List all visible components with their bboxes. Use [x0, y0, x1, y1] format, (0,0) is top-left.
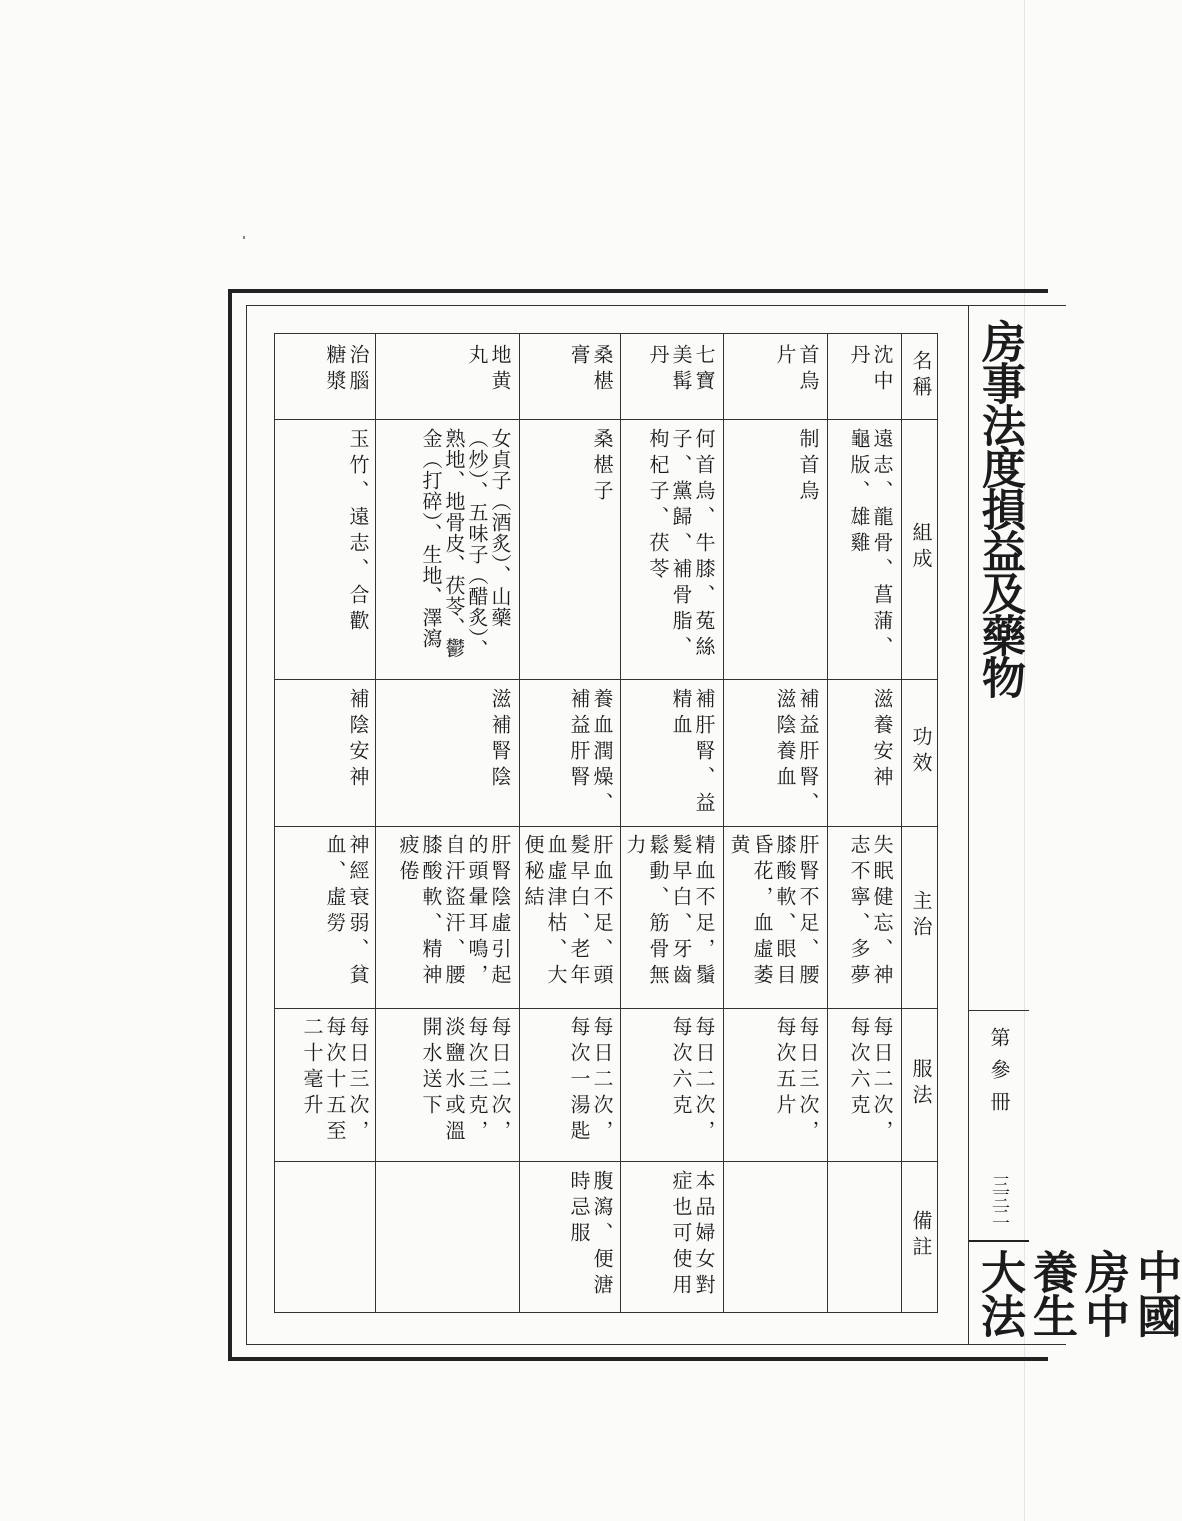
cell-usage: 每日二次，每次一湯匙	[567, 1016, 614, 1146]
cell-name: 治腦糖漿	[323, 344, 370, 396]
column-divider	[519, 334, 520, 1312]
cell-efficacy: 補益肝腎、滋陰養血	[773, 688, 820, 818]
cell-name: 沈中丹	[847, 344, 894, 396]
cell-efficacy: 養血潤燥、補益肝腎	[567, 688, 614, 818]
field-divider	[275, 679, 937, 680]
column-divider	[375, 334, 376, 1312]
cell-usage: 每日二次，每次六克	[847, 1016, 894, 1146]
field-divider	[275, 1008, 937, 1009]
cell-efficacy: 滋補腎陰	[488, 688, 512, 792]
cell-composition: 遠志、龍骨、菖蒲、龜版、雄雞	[847, 428, 894, 662]
cell-composition: 玉竹、遠志、合歡	[346, 428, 370, 636]
column-divider	[723, 334, 724, 1312]
cell-indication: 肝腎不足、腰膝酸軟、眼目昏花，血虛萎黄	[727, 834, 820, 990]
cell-notes	[733, 1170, 819, 1310]
header-usage: 服法	[909, 1058, 933, 1110]
cell-notes	[837, 1170, 893, 1310]
cell-notes: 腹瀉、便溏時忌服	[567, 1170, 614, 1300]
header-name: 名稱	[909, 350, 933, 402]
column-divider	[827, 334, 828, 1312]
medicine-table	[274, 333, 938, 1313]
cell-name: 首烏片	[773, 344, 820, 396]
cell-indication: 失眠健忘、神志不寧、多夢	[847, 834, 894, 990]
title-divider-bold	[969, 1240, 1029, 1242]
cell-notes	[385, 1170, 511, 1310]
header-notes: 備註	[909, 1210, 933, 1262]
column-divider	[901, 334, 902, 1312]
column-divider	[620, 334, 621, 1312]
cell-usage: 每日二次，每次三克，淡鹽水或溫開水送下	[419, 1016, 512, 1146]
chapter-subtitle: 房事法度損益及藥物	[974, 319, 1025, 697]
page-number: 三三二	[989, 1175, 1010, 1223]
header-indication: 主治	[909, 890, 933, 942]
cell-notes: 本品婦女對症也可使用	[669, 1170, 716, 1300]
cell-efficacy: 滋養安神	[870, 688, 894, 792]
cell-name: 七寶美髯丹	[646, 344, 716, 396]
header-composition: 組成	[909, 522, 933, 574]
volume-label: 第參冊	[987, 1027, 1011, 1123]
cell-usage: 每日三次，每次五片	[773, 1016, 820, 1146]
cell-name: 桑椹膏	[567, 344, 614, 396]
cell-notes	[285, 1170, 369, 1310]
cell-composition: 何首烏、牛膝、菟絲子、黨歸、補骨脂、枸杞子、茯苓	[646, 428, 716, 662]
cell-indication: 肝腎陰虛引起的頭暈耳鳴，自汗盜汗、腰膝酸軟、精神疲倦	[396, 834, 512, 990]
field-divider	[275, 419, 937, 420]
cell-composition: 桑椹子	[590, 428, 614, 506]
cell-indication: 肝血不足、頭髮早白、老年血虛津枯、大便秘結	[521, 834, 614, 990]
title-divider	[969, 1010, 1029, 1011]
header-efficacy: 功效	[909, 726, 933, 778]
cell-composition: 女貞子（酒炙）、山藥（炒）、五味子（醋炙）、熟地、地骨皮、茯苓、鬱金（打碎）、生地、澤瀉	[419, 428, 512, 660]
scan-speck	[243, 236, 245, 239]
field-divider	[275, 1161, 937, 1162]
book-title: 中國房中養生大法	[973, 1249, 1182, 1337]
cell-usage: 每日三次，每次十五至二十毫升	[300, 1016, 370, 1146]
title-column	[968, 305, 1182, 1345]
cell-name: 地黄丸	[465, 344, 512, 396]
cell-indication: 神經衰弱、貧血、虛勞	[323, 834, 370, 990]
field-divider	[275, 826, 937, 827]
cell-usage: 每日二次，每次六克	[669, 1016, 716, 1146]
cell-efficacy: 補肝腎、益精血	[669, 688, 716, 818]
cell-indication: 精血不足，鬚髮早白、牙齒鬆動、筋骨無力	[623, 834, 716, 990]
cell-composition: 制首烏	[796, 428, 820, 506]
cell-efficacy: 補陰安神	[346, 688, 370, 792]
